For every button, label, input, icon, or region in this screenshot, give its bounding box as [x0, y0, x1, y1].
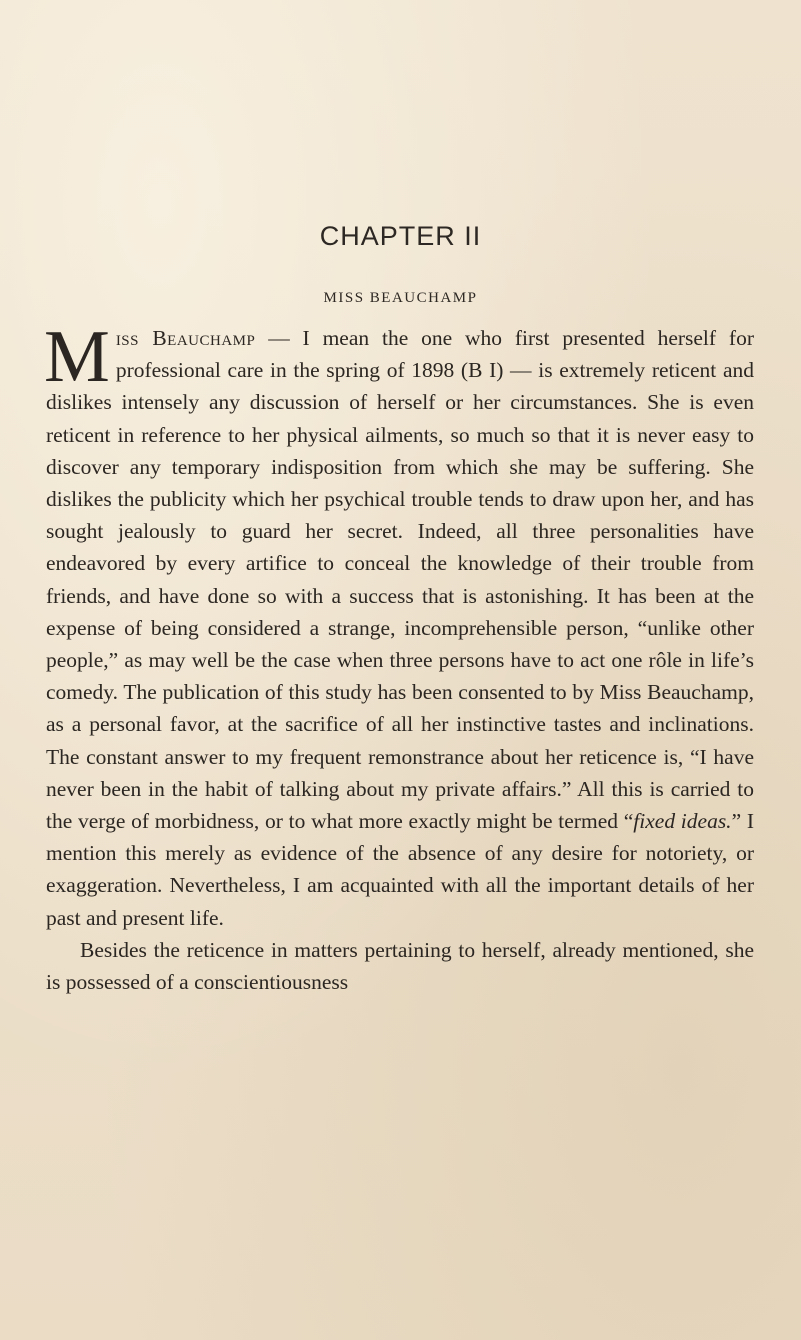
paragraph-1 — [44, 316, 755, 934]
body-text — [44, 316, 755, 998]
drop-cap: M — [44, 316, 110, 398]
paragraph-1-text-part-2: ” I mention this merely as evidence of the absence of any desire for notoriety, or exaggeration. Nevertheless, I am acquainted with all the important details of her past and present life. — [46, 809, 755, 930]
chapter-subtitle: MISS BEAUCHAMP — [323, 290, 478, 306]
italic-phrase: fixed ideas. — [633, 809, 732, 834]
paragraph-2: Besides the reticence in matters pertaining to herself, already mentioned, she is possessed of a conscientiousness — [46, 937, 754, 995]
chapter-heading: CHAPTER II — [319, 221, 482, 251]
opening-small-caps: iss Beauchamp — [115, 326, 256, 350]
paragraph-1-text-part-1: — I mean the one who first presented herself for professional care in the spring of 1898 (B I) — is extremely reticent and dislikes intensely any discussion of herself or her circumstances. She is even reticent in reference to her physical ailments, so much so that it is never easy to discover any temporary indisposition from which she may be suffering. She dislikes the publicity which her psychical trouble tends to draw upon her, and has sought jealously to guard her secret. Indeed, all three personalities have endeavored by every artifice to conceal the knowledge of their trouble from friends, and have done so with a success that is astonishing. It has been at the expense of being considered a strange, incomprehensible person, “unlike other people,” as may well be the case when three persons have to act one rôle in life’s comedy. The publication of this study has been consented to by Miss Beauchamp, as a personal favor, at the sacrifice of all her instinctive tastes and inclinations. The constant answer to my frequent remonstrance about her reticence is, “I have never been in the habit of talking about my private affairs.” All this is carried to the verge of morbidness, or to what more exactly might be termed “ — [46, 326, 754, 834]
